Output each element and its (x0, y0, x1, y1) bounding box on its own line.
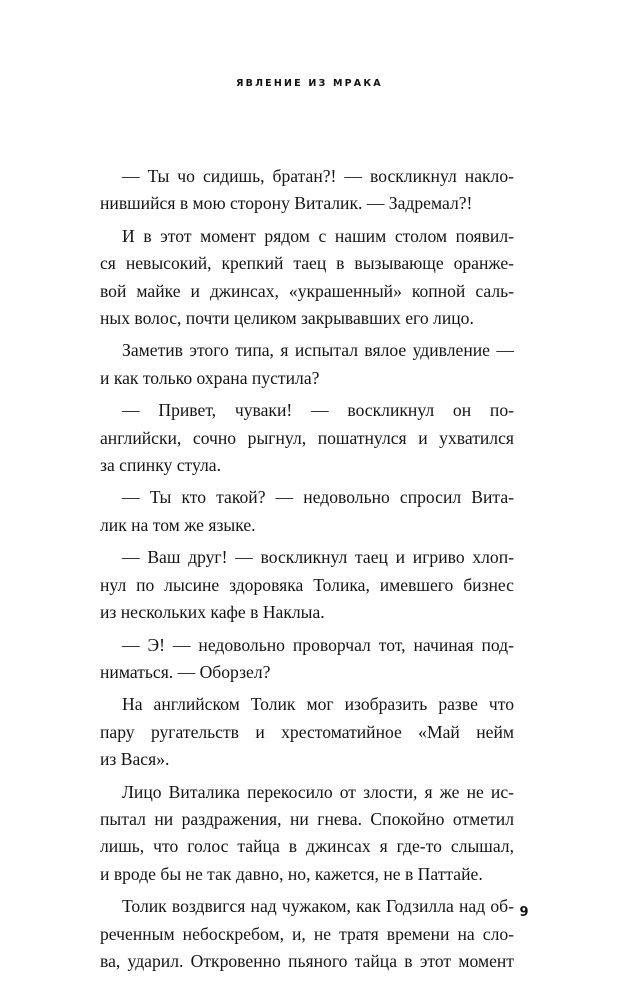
text-line: ва, ударил. Откровенно пьяного тайца в этот момент (100, 950, 514, 971)
paragraph (100, 223, 514, 333)
text-line: из нескольких кафе в Наклыа. (100, 602, 325, 623)
page-number: 9 (519, 905, 529, 920)
text-line: — Привет, чуваки! — воскликнул он по- (122, 400, 514, 421)
text-line: реченным небоскребом, и, не тратя времени на сло- (100, 923, 514, 944)
body-text (100, 163, 514, 980)
running-title: ЯВЛЕНИЕ ИЗ МРАКА (236, 78, 383, 89)
text-line: Заметив этого типа, я испытал вялое удивление — (122, 340, 514, 361)
text-line: вой майке и джинсах, «украшенный» копной саль- (100, 280, 514, 301)
text-line: пытал ни раздражения, ни гнева. Спокойно отметил (100, 808, 514, 829)
text-line: — Ваш друг! — воскликнул таец и игриво хлоп- (122, 547, 514, 568)
text-line: На английском Толик мог изобразить разве что (122, 694, 514, 715)
paragraph (100, 544, 514, 626)
text-line: — Ты кто такой? — недовольно спросил Вита- (122, 487, 514, 508)
text-line: из Вася». (100, 749, 170, 770)
text-line: за спинку стула. (100, 455, 221, 476)
text-line: Толик воздвигся над чужаком, как Годзилла над об- (122, 896, 514, 917)
paragraph (100, 779, 514, 889)
text-line: нившийся в мою сторону Виталик. — Задремал?! (100, 193, 473, 214)
text-line: ных волос, почти целиком закрывавших его лицо. (100, 308, 474, 329)
paragraph (100, 163, 514, 218)
paragraph (100, 337, 514, 392)
text-line: Лицо Виталика перекосило от злости, я же не ис- (122, 781, 514, 802)
text-line: — Ты чо сидишь, братан?! — воскликнул накло- (122, 166, 514, 186)
paragraph (100, 893, 514, 975)
text-line: лик на том же языке. (100, 514, 256, 535)
text-line: ниматься. — Оборзел? (100, 661, 271, 682)
paragraph (100, 484, 514, 539)
text-line: пару ругательств и хрестоматийное «Май нейм (100, 721, 514, 742)
text-line: нул по лысине здоровяка Толика, имевшего бизнес (100, 574, 514, 595)
text-line: — Э! — недовольно проворчал тот, начиная под- (122, 634, 514, 655)
paragraph (100, 397, 514, 479)
text-line: И в этот момент рядом с нашим столом появил- (122, 225, 514, 246)
text-line: английски, сочно рыгнул, пошатнулся и ухватился (100, 427, 514, 448)
paragraph (100, 632, 514, 687)
text-line: и как только охрана пустила? (100, 367, 320, 388)
text-line: и вроде бы не так давно, но, кажется, не в Паттайе. (100, 863, 483, 884)
paragraph (100, 691, 514, 773)
text-line: лишь, что голос тайца в джинсах я где-то слышал, (100, 836, 514, 857)
text-line: ся невысокий, крепкий таец в вызывающе оранже- (100, 253, 514, 274)
